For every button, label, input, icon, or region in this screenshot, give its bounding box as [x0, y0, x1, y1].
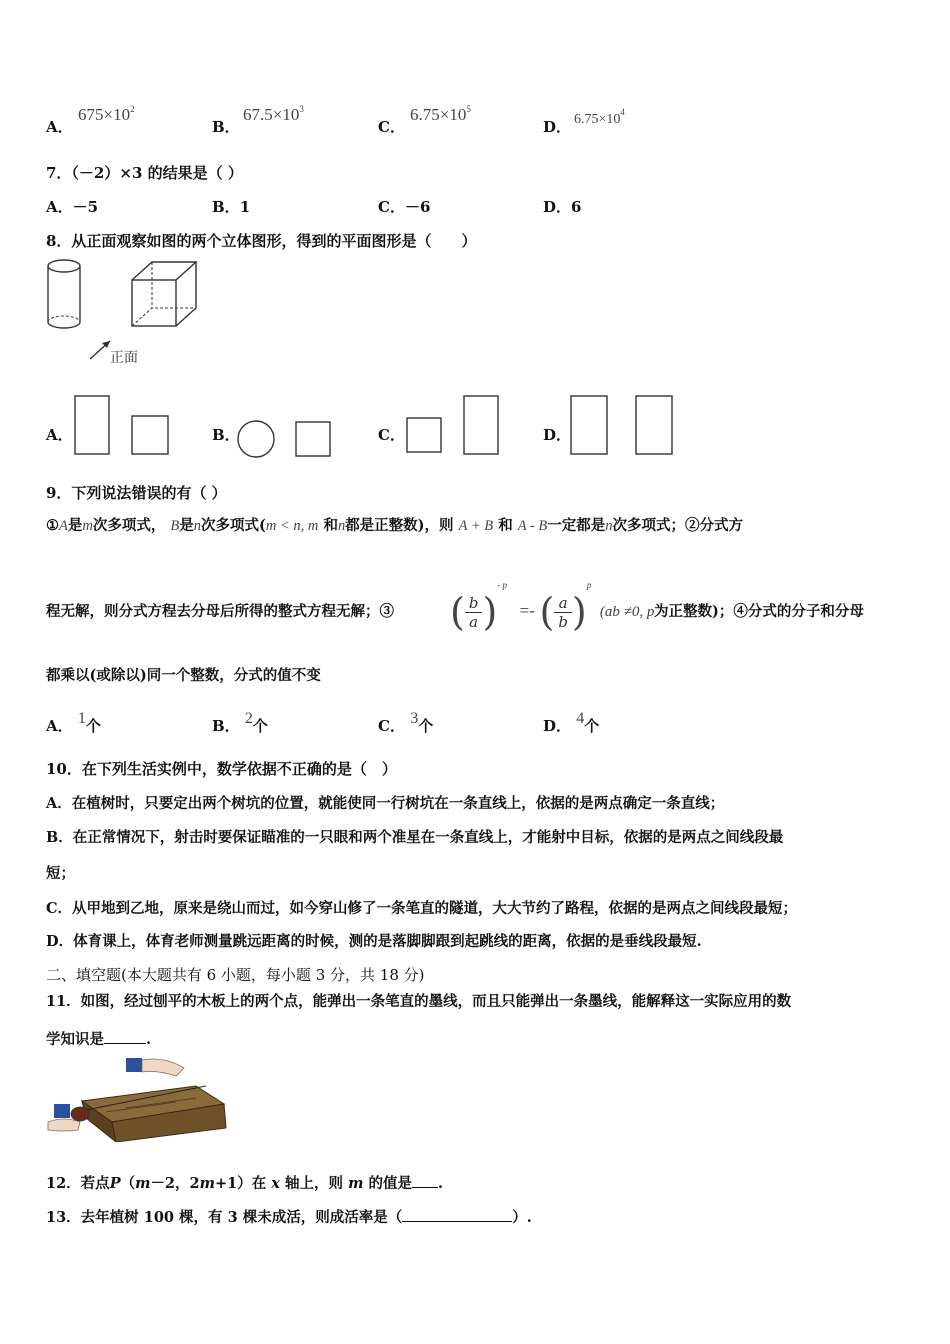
square	[132, 416, 168, 454]
left-paren: (	[539, 590, 555, 634]
denominator: a	[469, 612, 479, 631]
option-number: 4	[576, 710, 585, 727]
answer-blank[interactable]	[412, 1175, 438, 1188]
q8-option-d-figure	[568, 393, 678, 459]
q6-option-d-value	[574, 107, 625, 128]
times-ten: ×10	[598, 112, 621, 127]
option-label: C．	[378, 118, 405, 136]
option-label: A．	[46, 717, 73, 735]
q6-option-d	[543, 116, 571, 137]
text: +1）在	[214, 1175, 267, 1192]
text: －2，2	[150, 1175, 200, 1192]
q6-option-b-value	[243, 104, 304, 125]
q8-option-a-label: A．	[46, 426, 73, 444]
text: 13．去年植树 100 棵，有 3 棵未成活，则成活率是（	[46, 1209, 403, 1226]
var-n: n	[337, 518, 346, 534]
option-value: 1	[239, 198, 251, 216]
q8-option-c-figure	[404, 393, 504, 459]
equals-neg: =-	[519, 601, 535, 620]
option-label: B．	[212, 198, 240, 216]
square	[407, 418, 441, 452]
q9-stem: 9．下列说法错误的有（ ）	[46, 484, 227, 502]
cylinder-top	[48, 260, 80, 272]
q13-stem	[46, 1206, 532, 1227]
var-n: n	[193, 518, 202, 534]
q10-option-d: D．体育课上，体育老师测量跳远距离的时候，测的是落脚脚跟到起跳线的距离，依据的是垂线段最短.	[46, 933, 702, 950]
q10-option-a: A．在植树时，只要定出两个树坑的位置，就能使同一行树坑在一条直线上，依据的是两点确定一条直线；	[46, 795, 725, 812]
right-hand	[142, 1059, 184, 1076]
text: 是	[67, 517, 83, 534]
option-unit: 个	[584, 717, 600, 735]
square	[296, 422, 330, 456]
q8-option-b-figure	[236, 418, 336, 462]
option-number: 1	[77, 710, 86, 727]
option-label: A．	[46, 118, 73, 136]
option-unit: 个	[85, 717, 101, 735]
var-n: n	[605, 518, 613, 534]
q11-line-1: 11．如图，经过刨平的木板上的两个点，能弹出一条笔直的墨线，而且只能弹出一条墨线，能解释这一实际应用的数	[46, 993, 792, 1010]
ink-pot	[71, 1107, 89, 1121]
period: .	[437, 1175, 444, 1192]
option-number: 3	[410, 710, 419, 727]
var-b: B	[170, 518, 180, 534]
mantissa: 6.75	[574, 112, 599, 127]
option-number: 2	[244, 710, 253, 727]
tall-rectangle-right	[636, 396, 672, 454]
q8-solids-figure	[44, 256, 199, 368]
text: 和	[498, 517, 513, 534]
q10-option-b-line-2: 短；	[46, 865, 75, 882]
times-ten: ×10	[272, 105, 300, 124]
q9-statement-line-2-tail: 为正整数)；④分式的分子和分母	[654, 603, 864, 620]
exponent: 2	[130, 104, 135, 114]
var-x: x	[271, 1175, 280, 1192]
q11-carpenter-ink-line-figure	[46, 1056, 232, 1142]
period: .	[146, 1031, 152, 1048]
text: 12．若点	[46, 1175, 110, 1192]
option-label: D．	[543, 198, 572, 216]
q10-stem: 10．在下列生活实例中，数学依据不正确的是（ ）	[46, 760, 397, 778]
q9-option-a	[46, 710, 101, 736]
option-value: 6	[571, 198, 582, 216]
option-value: －5	[72, 198, 99, 216]
q8-option-c-label: C．	[378, 426, 405, 444]
exponent: 5	[466, 104, 471, 114]
option-label: B．	[212, 118, 240, 136]
text: 轴上，则	[285, 1175, 343, 1192]
left-paren: (	[450, 590, 465, 634]
mantissa: 6.75	[410, 105, 440, 124]
text: 次多项式，	[92, 517, 166, 534]
q12-stem	[46, 1172, 443, 1193]
q8-option-d-label: D．	[543, 426, 572, 444]
option-unit: 个	[252, 717, 268, 735]
q6-option-c	[378, 116, 405, 137]
fraction-a-over-b	[554, 594, 572, 631]
exponent-p: p	[586, 580, 592, 590]
right-paren: )	[482, 590, 498, 634]
cylinder-bottom-back	[48, 316, 80, 322]
difference-expression: A - B	[517, 518, 548, 534]
q8-stem: 8．从正面观察如图的两个立体图形，得到的平面图形是（ ）	[46, 232, 477, 250]
text: ①	[46, 517, 59, 534]
text: 学知识是	[46, 1031, 104, 1048]
var-m: m	[348, 1175, 364, 1192]
exponent-neg-p: - p	[497, 580, 508, 590]
option-unit: 个	[418, 717, 434, 735]
option-label: D．	[543, 118, 572, 136]
text: 次多项式；②分式方	[612, 517, 744, 534]
answer-blank[interactable]	[402, 1209, 512, 1222]
cylinder-bottom-front	[48, 322, 80, 328]
condition-m-lt-n: m < n, m	[265, 518, 319, 534]
sum-expression: A + B	[458, 518, 494, 534]
q10-option-b-line-1: B．在正常情况下，射击时要保证瞄准的一只眼和两个准星在一条直线上，才能射中目标，依据的是两点之间线段最	[46, 829, 784, 846]
text: 次多项式(	[201, 517, 266, 534]
q9-statement-line-3: 都乘以(或除以)同一个整数，分式的值不变	[46, 667, 321, 684]
var-m: m	[135, 1175, 151, 1192]
condition-ab-nonzero: (ab ≠0, p	[599, 604, 655, 620]
front-view-label: 正面	[110, 350, 138, 366]
right-hand-sleeve	[126, 1058, 142, 1072]
text: 和	[323, 517, 338, 534]
exponent: 3	[299, 104, 304, 114]
q9-option-d	[543, 710, 599, 736]
answer-blank[interactable]	[104, 1031, 146, 1044]
q7-option-a	[46, 196, 98, 217]
q8-option-a-figure	[72, 393, 172, 459]
q9-statement-line-1	[46, 514, 743, 535]
mantissa: 675	[78, 105, 104, 124]
numerator: a	[554, 594, 572, 613]
q10-option-c: C．从甲地到乙地，原来是绕山而过，如今穿山修了一条笔直的隧道，大大节约了路程，依据的是两点之间线段最短；	[46, 900, 798, 917]
text: 一定都是	[547, 517, 606, 534]
tall-rectangle-left	[571, 396, 607, 454]
q7-option-d	[543, 196, 581, 217]
text: 都是正整数)，则	[345, 517, 454, 534]
circle	[238, 421, 274, 457]
exponent: 4	[620, 107, 625, 117]
times-ten: ×10	[103, 105, 131, 124]
option-label: C．	[378, 717, 405, 735]
section-2-heading: 二、填空题(本大题共有 6 小题，每小题 3 分，共 18 分)	[46, 966, 425, 984]
q7-option-b	[212, 196, 250, 217]
q7-stem: 7．（－2）×3 的结果是（ ）	[46, 164, 243, 182]
numerator: b	[465, 594, 483, 613]
var-m: m	[199, 1175, 215, 1192]
q11-line-2	[46, 1028, 151, 1049]
q6-option-c-value	[410, 104, 471, 125]
cube-top-face	[132, 262, 196, 280]
text: 是	[179, 517, 194, 534]
q8-option-b-label: B．	[212, 426, 240, 444]
text: （	[120, 1175, 136, 1192]
var-m: m	[82, 518, 93, 534]
tall-rectangle	[464, 396, 498, 454]
cube-front-face	[132, 280, 176, 326]
times-ten: ×10	[439, 105, 467, 124]
q6-option-a-value	[78, 104, 135, 125]
left-hand-sleeve	[54, 1104, 70, 1118]
q6-option-a	[46, 116, 73, 137]
q6-option-b	[212, 116, 240, 137]
q9-option-c	[378, 710, 433, 736]
option-label: C．	[378, 198, 405, 216]
option-value: －6	[404, 198, 431, 216]
closing: ）.	[512, 1209, 532, 1226]
fraction-b-over-a	[465, 594, 483, 631]
option-label: B．	[212, 717, 240, 735]
q9-option-b	[212, 710, 268, 736]
option-label: A．	[46, 198, 73, 216]
q7-option-c	[378, 196, 430, 217]
q9-formula	[450, 580, 654, 634]
left-hand	[48, 1119, 80, 1131]
text: 的值是	[368, 1175, 412, 1192]
var-a: A	[59, 518, 68, 534]
mantissa: 67.5	[243, 105, 273, 124]
tall-rectangle	[75, 396, 109, 454]
right-paren: )	[571, 590, 587, 634]
option-label: D．	[543, 717, 572, 735]
point-p: P	[109, 1175, 121, 1192]
denominator: b	[558, 612, 568, 631]
q9-statement-line-2-text: 程无解，则分式方程去分母后所得的整式方程无解；③	[46, 603, 394, 620]
